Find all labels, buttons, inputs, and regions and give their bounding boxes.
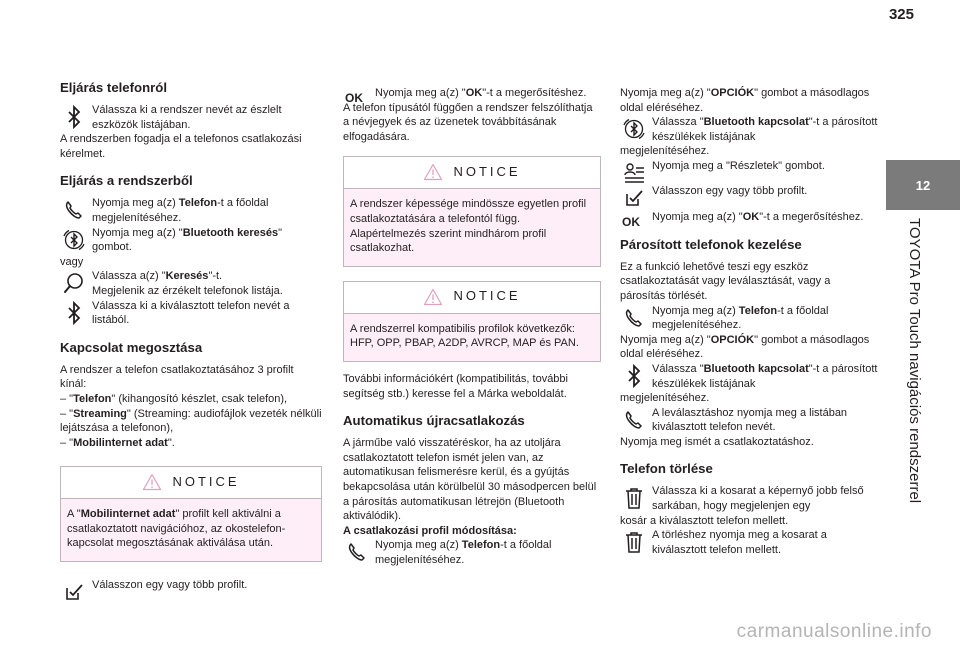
step-select-profiles: Válasszon egy vagy több profilt. [620,184,878,199]
phone-icon [622,306,646,330]
step-bluetooth-search: Nyomja meg a(z) "Bluetooth keresés" gombot. [60,226,322,255]
checkbox-icon [622,186,646,210]
text-or: vagy [60,255,84,268]
step-press-ok: OK Nyomja meg a(z) "OK"-t a megerősítéshez. [620,210,878,225]
text-auto-reconnect: A járműbe való visszatéréskor, ha az utoljára csatlakoztatott telefon ismét jelen van, az automatikusan felismerésre kerül, és a gyújtás bekapcsolása után körülbelül 30 másodpercen belül a párosítás automatikusan létrejön (Bluetooth aktiválódik). [343,437,597,523]
ok-icon: OK [345,91,363,105]
step-select-system: Válassza ki a rendszer nevét az észlelt eszközök listájában. [60,103,322,132]
trash-icon [622,486,646,510]
chapter-title: TOYOTA Pro Touch navigációs rendszerrel [906,218,923,504]
heading-manage-paired: Párosított telefonok kezelése [620,236,802,252]
column-1 [60,70,322,593]
text-phone-type: A telefon típusától függően a rendszer felszólíthatja a névjegyek és az üzenetek továbbításának elfogadására. [343,101,593,143]
text-accept-request: A rendszerben fogadja el a telefonos csatlakozási kérelmet. [60,133,302,160]
text-options: Nyomja meg a(z) "OPCIÓK" gombot a másodlagos oldal eléréséhez. [620,87,870,114]
text-profiles-intro: A rendszer a telefon csatlakoztatásához 3 profilt kínál: [60,363,294,391]
checkbox-icon [62,580,86,604]
chapter-sidebar [886,0,960,649]
heading-auto-reconnect: Automatikus újracsatlakozás [343,413,525,429]
search-icon [62,271,86,295]
text-manage-intro: Ez a funkció lehetővé teszi egy eszköz csatlakoztatását vagy leválasztását, vagy a párosítás törlését. [620,260,831,302]
notice-box: NOTICE A rendszerrel kompatibilis profilok következők: HFP, OPP, PBAP, A2DP, AVRCP, MAP és PAN. [343,281,601,362]
warning-triangle-icon [423,288,443,306]
notice-box: NOTICE A "Mobilinternet adat" profilt kell aktiválni a csatlakoztatott navigációhoz, az okostelefon-kapcsolat megosztásának aktiválása után. [60,466,322,562]
bluetooth-icon [62,301,86,325]
text-more-info: További információkért (kompatibilitás, további segítség stb.) keresse fel a Márka weboldalát. [343,372,568,400]
column-3: Nyomja meg a(z) "OPCIÓK" gombot a másodlagos oldal eléréséhez. Válassza "Bluetooth kapcsolat"-t a párosított készülékek listájának megjelenítéséhez. Nyomja meg a "Részletek" gombot. Válasszon egy vagy több profilt. OK Nyomja meg a(z) "OK"-t a megerősítéshez. Párosított telefonok kezelése Ez a funkció lehetővé teszi egy eszköz csatlakoztatását vagy leválasztását, vagy a párosítás törlését. Nyomja meg a(z) Telefon-t a főoldal megjelenítéséhez. Nyomja meg a(z) "OPCIÓK" gombot a másodlagos oldal eléréséhez. Válassza "Bluetooth kapcsolat"-t a párosított készülékek listájának megjelenítéséhez. A leválasztáshoz nyomja meg a listában kiválasztott telefon nevét. Nyomja meg ismét a csatlakoztatáshoz. Telefon törlése Válassza ki a kosarat a képernyő jobb felső sarkában, hogy megjelenjen egy kosár a kiválasztott telefon mellett. A törléshez nyomja meg a kosarat a kiválasztott telefon mellett. [620,87,878,556]
bluetooth-icon [622,364,646,388]
options-list-icon [622,161,646,185]
heading-delete-phone: Telefon törlése [620,461,713,477]
step-press-telefon: Nyomja meg a(z) Telefon-t a főoldal megjelenítéséhez. [60,196,322,225]
step-press-ok: OK Nyomja meg a(z) "OK"-t a megerősítéshez. [343,86,601,101]
list-item-streaming: – "Streaming" (Streaming: audiofájlok vezeték nélküli lejátszása a telefonon), [60,407,322,435]
phone-icon [345,540,369,564]
watermark: carmanualsonline.info [736,621,932,642]
phone-icon [622,408,646,432]
column-2 [343,86,601,567]
step-bluetooth-connection: Válassza "Bluetooth kapcsolat"-t a párosított készülékek listájának [620,115,878,144]
bluetooth-icon [62,105,86,129]
step-bluetooth-connection: Válassza "Bluetooth kapcsolat"-t a párosított készülékek listájának [620,362,878,391]
trash-icon [622,530,646,554]
bluetooth-search-icon [622,117,646,141]
text-reconnect: Nyomja meg ismét a csatlakoztatáshoz. [620,435,814,448]
phone-icon [62,198,86,222]
warning-triangle-icon [423,163,443,181]
chapter-tab: 12 [886,160,960,210]
list-item-telefon: – "Telefon" (kihangosító készlet, csak telefon), [60,392,288,405]
text-change-profile: A csatlakozási profil módosítása: [343,524,517,537]
step-select-profiles: Válasszon egy vagy több profilt. [60,578,322,593]
step-disconnect: A leválasztáshoz nyomja meg a listában kiválasztott telefon nevét. [620,406,878,435]
bluetooth-search-icon [62,228,86,252]
heading-system-procedure: Eljárás a rendszerből [60,173,193,189]
step-select-trash: Válassza ki a kosarat a képernyő jobb felső sarkában, hogy megjelenjen egy [620,484,878,513]
step-press-trash: A törléshez nyomja meg a kosarat a kiválasztott telefon mellett. [620,528,878,557]
step-select-phone: Válassza ki a kiválasztott telefon nevét a listából. [60,299,322,328]
ok-icon: OK [622,215,640,230]
warning-triangle-icon [142,473,162,491]
step-details: Nyomja meg a "Részletek" gombot. [620,159,878,174]
heading-connection-sharing: Kapcsolat megosztása [60,339,203,355]
step-press-telefon: Nyomja meg a(z) Telefon-t a főoldal megjelenítéséhez. [343,538,601,567]
step-select-search: Válassza a(z) "Keresés"-t. Megjelenik az érzékelt telefonok listája. [60,269,322,298]
step-press-telefon: Nyomja meg a(z) Telefon-t a főoldal megjelenítéséhez. [620,304,878,333]
list-item-mobile-data: – "Mobilinternet adat". [60,436,175,449]
page-number: 325 [888,6,914,23]
heading-phone-procedure: Eljárás telefonról [60,80,168,95]
notice-box: NOTICE A rendszer képessége mindössze egyetlen profil csatlakoztatására a telefontól függ. Alapértelmezés szerint mindhárom profil csatlakozhat. [343,156,601,266]
